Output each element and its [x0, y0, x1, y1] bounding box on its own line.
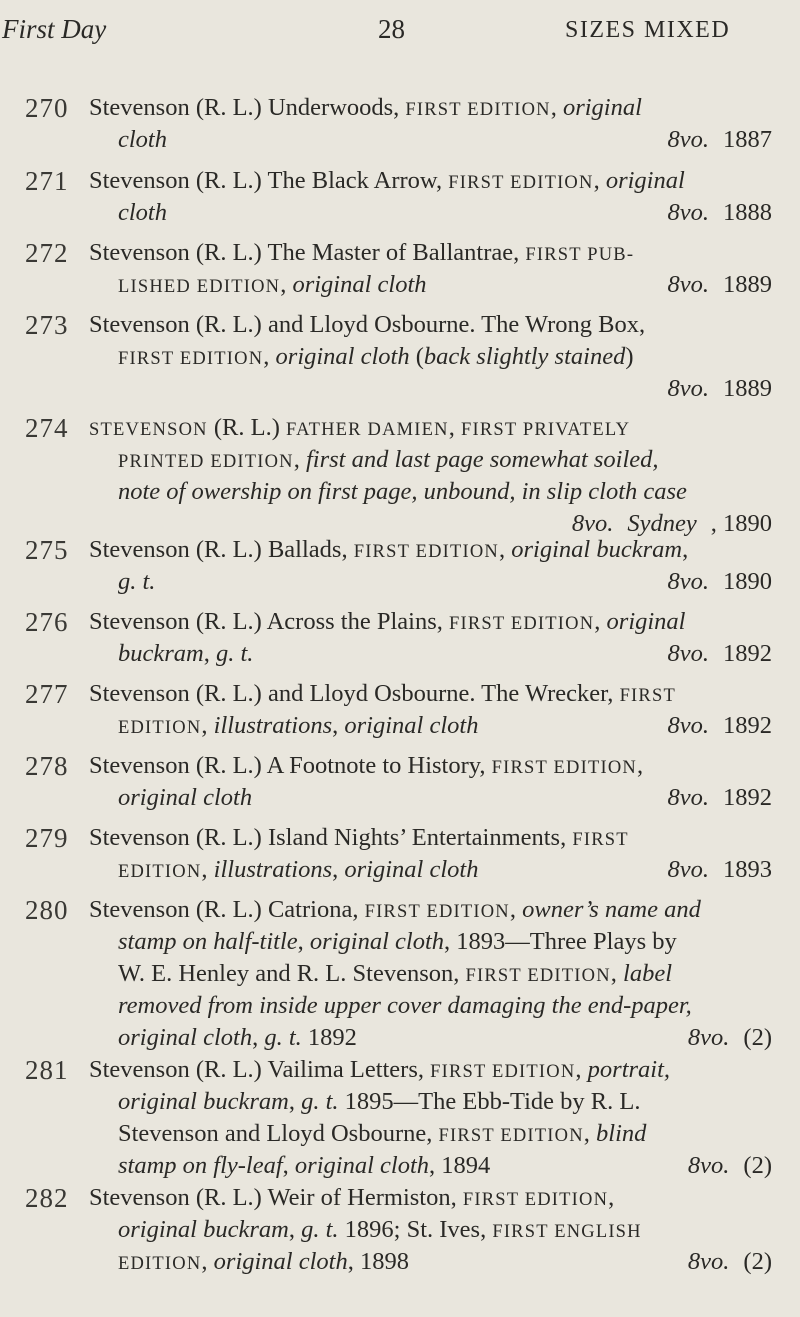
lot-line: Stevenson (R. L.) Ballads, FIRST EDITION, original buckram, [89, 536, 689, 563]
lot-year: 1889 [723, 375, 772, 402]
lot-line: Stevenson (R. L.) Catriona, FIRST EDITION, owner’s name and [89, 896, 701, 923]
lot-line: EDITION, original cloth, 1898 8vo. (2) [89, 1246, 772, 1278]
lot-year: 1893 [723, 856, 772, 883]
lot-year: 1889 [723, 271, 772, 298]
lot-year: 1892 [723, 712, 772, 739]
lot-line: original cloth 8vo. 1892 [89, 782, 772, 814]
lot-line: stamp on half-title, original cloth, 1893—Three Plays by [118, 928, 677, 955]
lot-line: g. t. 8vo. 1890 [89, 566, 772, 598]
lot-line: Stevenson (R. L.) Weir of Hermiston, FIRST EDITION, [89, 1184, 615, 1211]
lot-description [89, 678, 772, 742]
lot-number: 273 [25, 310, 69, 340]
lot-line: Stevenson (R. L.) The Master of Ballantrae, FIRST PUB- [89, 239, 635, 266]
lot-number: 282 [25, 1183, 69, 1213]
lot-description [89, 606, 772, 670]
lot-number: 281 [25, 1055, 69, 1085]
lot-line: cloth 8vo. 1888 [89, 197, 772, 229]
lot-line: original buckram, g. t. 1895—The Ebb-Tide by R. L. [118, 1088, 641, 1115]
format-label: 8vo. [667, 712, 709, 739]
lot-line: Stevenson (R. L.) and Lloyd Osbourne. The Wrong Box, [89, 311, 646, 338]
format-label: 8vo. [667, 271, 709, 298]
lot-format [668, 710, 773, 742]
lot-number: 280 [25, 895, 69, 925]
lot-year: (2) [743, 1248, 772, 1275]
lot-format [668, 269, 773, 301]
lot-year: (2) [743, 1152, 772, 1179]
lot-description [89, 822, 772, 886]
format-label: 8vo. [667, 199, 709, 226]
lot-description [89, 412, 772, 540]
format-label: 8vo. [687, 1024, 730, 1051]
lot-format [668, 373, 773, 405]
lot-line: EDITION, illustrations, original cloth 8vo. 1892 [89, 710, 772, 742]
lot-description [89, 894, 772, 1054]
format-label: 8vo. [667, 856, 709, 883]
format-label: 8vo. [571, 510, 614, 537]
lot-number: 272 [25, 238, 69, 268]
lot-line: stamp on fly-leaf, original cloth, 1894 8vo. (2) [89, 1150, 772, 1182]
lot-line: Stevenson (R. L.) A Footnote to History, FIRST EDITION, [89, 752, 644, 779]
lot-line: Stevenson (R. L.) and Lloyd Osbourne. The Wrecker, FIRST [89, 680, 676, 707]
lot-description [89, 237, 772, 301]
lot-format [688, 1022, 772, 1054]
lot-description [89, 309, 772, 405]
lot-line: Stevenson (R. L.) The Black Arrow, FIRST EDITION, original [89, 167, 685, 194]
lot-description [89, 165, 772, 229]
format-label: 8vo. [667, 568, 709, 595]
format-label: 8vo. [687, 1248, 730, 1275]
lot-line: Stevenson (R. L.) Vailima Letters, FIRST EDITION, portrait, [89, 1056, 671, 1083]
lot-description [89, 92, 772, 156]
lot-line: FIRST EDITION, original cloth (back slightly stained) [118, 343, 634, 370]
lot-number: 275 [25, 535, 69, 565]
lot-line: STEVENSON (R. L.) FATHER DAMIEN, FIRST PRIVATELY [89, 414, 631, 441]
lot-format [668, 854, 773, 886]
lot-number: 270 [25, 93, 69, 123]
running-head-right: SIZES MIXED [565, 17, 731, 43]
lot-line: Stevenson (R. L.) Across the Plains, FIRST EDITION, original [89, 608, 686, 635]
lot-format [668, 638, 773, 670]
lot-year: 1892 [723, 640, 772, 667]
lot-year: 1890 [723, 568, 772, 595]
lot-year: 1892 [723, 784, 772, 811]
lot-format [668, 782, 773, 814]
lot-format [668, 197, 773, 229]
lot-number: 278 [25, 751, 69, 781]
lot-number: 277 [25, 679, 69, 709]
lot-description [89, 1182, 772, 1278]
format-label: 8vo. [667, 375, 709, 402]
format-label: 8vo. [687, 1152, 730, 1179]
lot-line: removed from inside upper cover damaging the end-paper, [118, 992, 692, 1019]
lot-line: cloth 8vo. 1887 [89, 124, 772, 156]
lot-line: buckram, g. t. 8vo. 1892 [89, 638, 772, 670]
lot-line: PRINTED EDITION, first and last page somewhat soiled, [118, 446, 659, 473]
lot-number: 276 [25, 607, 69, 637]
lot-line: Stevenson (R. L.) Island Nights’ Entertainments, FIRST [89, 824, 629, 851]
page-number: 28 [378, 14, 405, 44]
lot-line: original cloth, g. t. 1892 8vo. (2) [89, 1022, 772, 1054]
lot-line: original buckram, g. t. 1896; St. Ives, FIRST ENGLISH [118, 1216, 642, 1243]
lot-year: 1887 [723, 126, 772, 153]
lot-format [668, 124, 773, 156]
lot-number: 279 [25, 823, 69, 853]
lot-line: W. E. Henley and R. L. Stevenson, FIRST EDITION, label [118, 960, 673, 987]
lot-description [89, 534, 772, 598]
lot-format [688, 1150, 772, 1182]
lot-number: 274 [25, 413, 69, 443]
lot-description [89, 1054, 772, 1182]
format-label: 8vo. [667, 640, 709, 667]
lot-format [688, 1246, 772, 1278]
lot-line: Stevenson (R. L.) Underwoods, FIRST EDITION, original [89, 94, 642, 121]
lot-year: Sydney , 1890 [627, 510, 772, 537]
lot-line: note of owership on first page, unbound, in slip cloth case [118, 478, 687, 505]
lot-year: (2) [743, 1024, 772, 1051]
lot-description [89, 750, 772, 814]
lot-year: 1888 [723, 199, 772, 226]
lot-line: LISHED EDITION, original cloth 8vo. 1889 [89, 269, 772, 301]
lot-line: EDITION, illustrations, original cloth 8vo. 1893 [89, 854, 772, 886]
lot-format [668, 566, 773, 598]
running-head-left: First Day [2, 14, 107, 44]
lot-number: 271 [25, 166, 69, 196]
format-label: 8vo. [667, 126, 709, 153]
format-label: 8vo. [667, 784, 709, 811]
lot-line [89, 373, 772, 405]
lot-line: Stevenson and Lloyd Osbourne, FIRST EDITION, blind [118, 1120, 647, 1147]
